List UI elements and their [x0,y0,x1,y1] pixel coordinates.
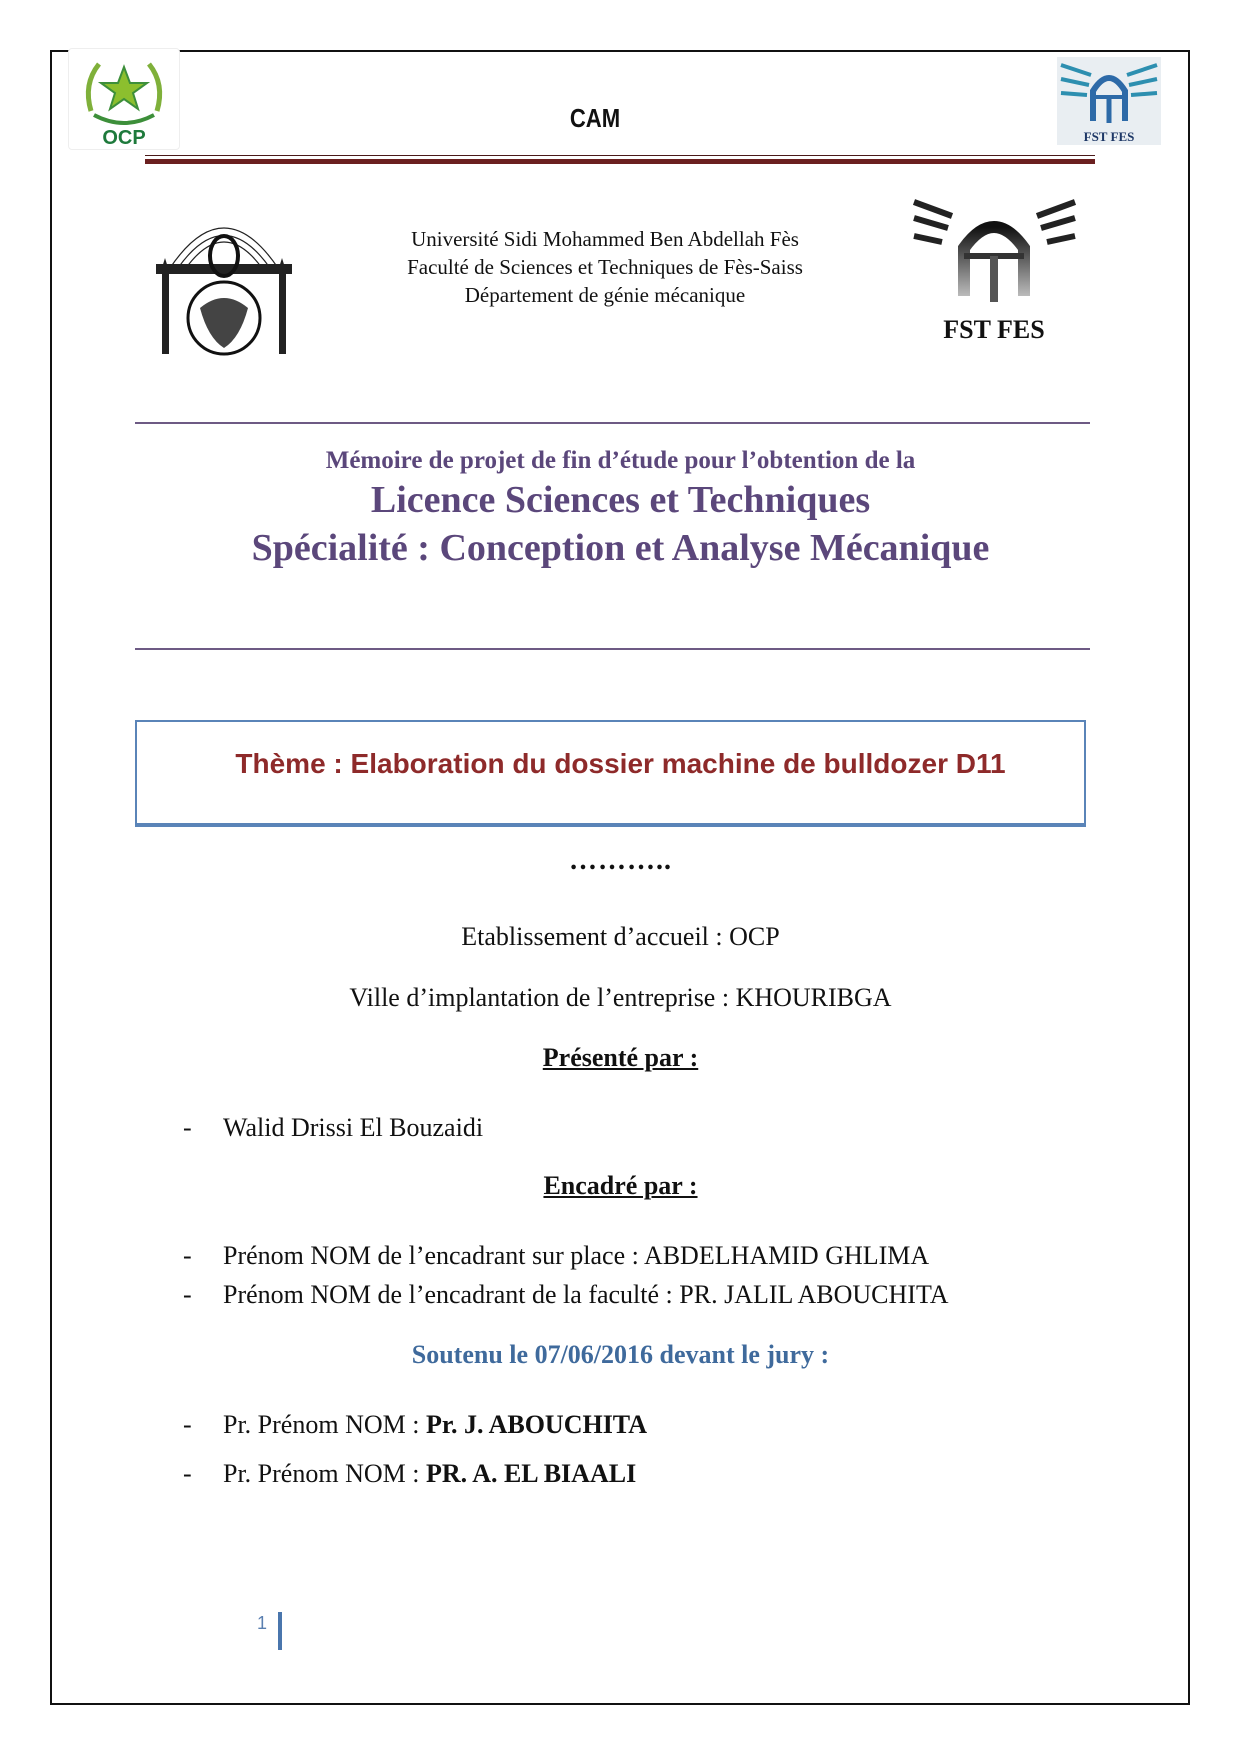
jury-member-item: - Pr. Prénom NOM : Pr. J. ABOUCHITA [183,1410,647,1439]
department-name: Département de génie mécanique [464,283,746,307]
ocp-logo [68,48,180,150]
header-rule-thick [145,159,1095,164]
jury-member-label: Pr. Prénom NOM : [223,1459,426,1488]
supervisor-onsite-label: Prénom NOM de l’encadrant sur place : [223,1241,644,1270]
fst-fes-emblem-icon [1057,57,1161,145]
document-header-title: CAM [569,103,621,133]
separator-dots: ……….. [569,845,672,876]
memoire-subtitle: Mémoire de projet de fin d’étude pour l’obtention de la [325,447,916,474]
student-item: - Walid Drissi El Bouzaidi [183,1113,484,1142]
fst-fes-logo-large [912,196,1077,356]
supervisor-onsite-name: ABDELHAMID GHLIMA [643,1241,930,1270]
header-rule-thin [145,155,1095,156]
divider-bottom [135,648,1090,650]
university-crest-icon [150,198,298,363]
supervisor-faculty-name: PR. JALIL ABOUCHITA [679,1280,949,1309]
university-info [300,225,910,309]
svg-text:OCP: OCP [102,127,146,149]
jury-member-name: Pr. J. ABOUCHITA [425,1410,647,1439]
page-number-bar [278,1612,282,1650]
supervisor-onsite-item: - Prénom NOM de l’encadrant sur place : ABDELHAMID GHLIMA [183,1241,930,1270]
speciality-title: Spécialité : Conception et Analyse Mécanique [251,527,990,569]
university-name: Université Sidi Mohammed Ben Abdellah Fès [411,227,799,251]
supervisor-faculty-item: - Prénom NOM de l’encadrant de la faculté : PR. JALIL ABOUCHITA [183,1280,949,1309]
fst-fes-monochrome-icon [912,196,1077,356]
jury-member-name: PR. A. EL BIAALI [425,1459,637,1488]
presented-by-heading: Présenté par : [542,1043,699,1072]
page-number: 1 [257,1613,268,1633]
supervised-by-heading: Encadré par : [543,1171,698,1200]
student-name: Walid Drissi El Bouzaidi [223,1113,484,1142]
divider-top [135,422,1090,424]
ocp-emblem-icon [69,49,179,149]
jury-heading: Soutenu le 07/06/2016 devant le jury : [411,1340,830,1369]
supervisor-faculty-label: Prénom NOM de l’encadrant de la faculté : [223,1280,680,1309]
faculty-name: Faculté de Sciences et Techniques de Fès-Saiss [407,255,803,279]
company-city: Ville d’implantation de l’entreprise : KHOURIBGA [349,983,892,1012]
svg-text:FST FES: FST FES [1083,129,1135,144]
fst-fes-logo-small [1057,57,1161,145]
host-establishment: Etablissement d’accueil : OCP [461,922,780,951]
svg-text:FST FES: FST FES [943,315,1045,344]
theme-title: Thème : Elaboration du dossier machine de bulldozer D11 [235,748,1006,779]
jury-member-label: Pr. Prénom NOM : [223,1410,426,1439]
degree-title: Licence Sciences et Techniques [370,479,871,521]
jury-member-item: - Pr. Prénom NOM : PR. A. EL BIAALI [183,1459,637,1488]
university-emblem [150,198,298,363]
